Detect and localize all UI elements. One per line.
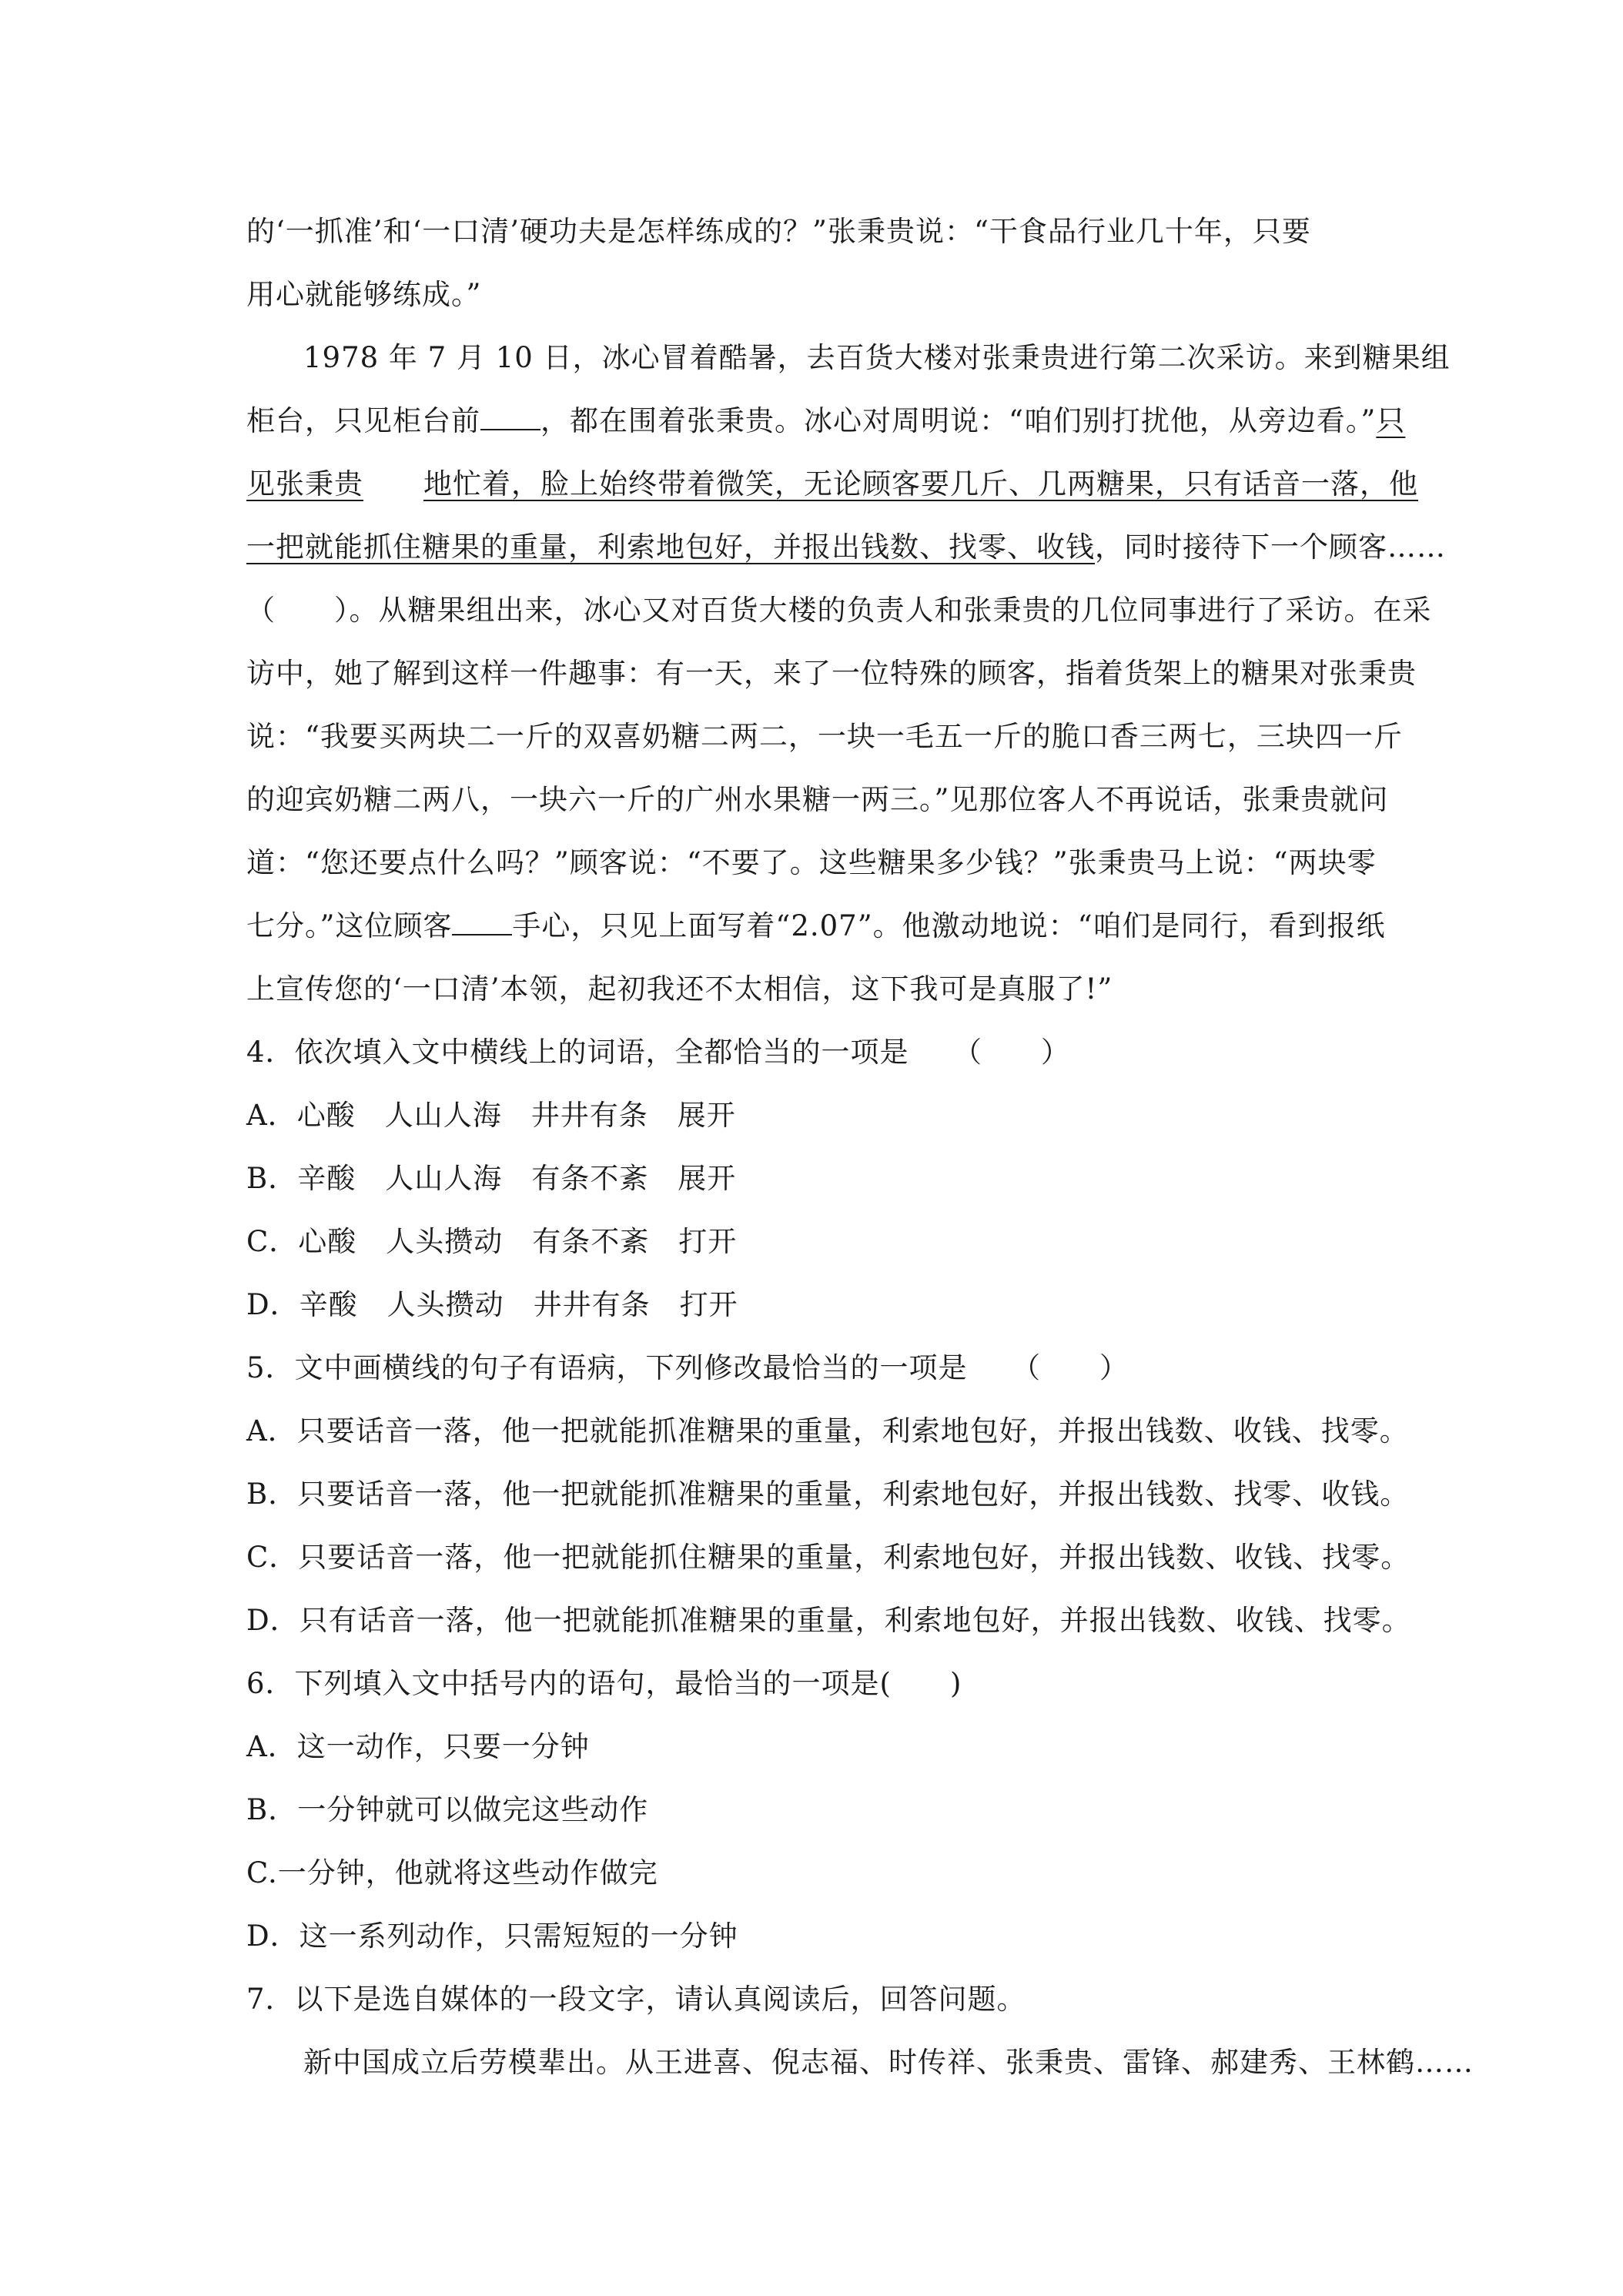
option-5d: D．只有话音一落，他一把就能抓准糖果的重量，利索地包好，并报出钱数、收钱、找零。 [246, 1604, 1411, 1637]
option-6d: D．这一系列动作，只需短短的一分钟 [246, 1919, 738, 1953]
passage-text: 手心，只见上面写着“2.07”。他激动地说：“咱们是同行，看到报纸 [512, 909, 1386, 942]
passage-text: 地忙着，脸上始终带着微笑，无论顾客要几斤、几两糖果，只有话音一落，他 [423, 467, 1418, 500]
passage-line [246, 909, 1386, 942]
passage-text: 见张秉贵 [246, 467, 363, 500]
passage-line: 用心就能够练成。” [246, 278, 482, 311]
option-4c: C．心酸 人头攒动 有条不紊 打开 [246, 1225, 738, 1258]
question-7-passage: 新中国成立后劳模辈出。从王进喜、倪志福、时传祥、张秉贵、雷锋、郝建秀、王林鹤…… [303, 2046, 1474, 2079]
option-6b: B．一分钟就可以做完这些动作 [246, 1793, 649, 1826]
option-6a: A．这一动作，只要一分钟 [246, 1730, 590, 1763]
passage-line [246, 530, 1446, 564]
option-4d: D．辛酸 人头攒动 井井有条 打开 [246, 1288, 738, 1321]
option-5a: A．只要话音一落，他一把就能抓准糖果的重量，利索地包好，并报出钱数、收钱、找零。 [246, 1414, 1409, 1448]
passage-line [246, 404, 1406, 437]
passage-line-underlined [246, 467, 1418, 500]
passage-line: 说：“我要买两块二一斤的双喜奶糖二两二，一块一毛五一斤的脆口香三两七，三块四一斤 [246, 720, 1403, 753]
passage-text: ，同时接待下一个顾客…… [1095, 530, 1446, 564]
fill-blank-1 [480, 428, 540, 430]
option-4a: A．心酸 人山人海 井井有条 展开 [246, 1099, 736, 1132]
passage-line: 访中，她了解到这样一件趣事：有一天，来了一位特殊的顾客，指着货架上的糖果对张秉贵 [246, 657, 1417, 690]
passage-text: 柜台，只见柜台前 [246, 404, 480, 437]
fill-blank-2 [363, 470, 423, 498]
option-5c: C．只要话音一落，他一把就能抓住糖果的重量，利索地包好，并报出钱数、收钱、找零。 [246, 1541, 1411, 1574]
passage-text: 七分。”这位顾客 [246, 909, 453, 942]
option-6c: C.一分钟，他就将这些动作做完 [246, 1856, 658, 1889]
passage-line: 1978 年 7 月 10 日，冰心冒着酷暑，去百货大楼对张秉贵进行第二次采访。来到糖果组 [303, 341, 1451, 374]
option-5b: B．只要话音一落，他一把就能抓准糖果的重量，利索地包好，并报出钱数、找零、收钱。 [246, 1478, 1410, 1511]
passage-text: ，都在围着张秉贵。冰心对周明说：“咱们别打扰他，从旁边看。” [540, 404, 1377, 437]
passage-line: 道：“您还要点什么吗？”顾客说：“不要了。这些糖果多少钱？”张秉贵马上说：“两块零 [246, 846, 1377, 879]
question-5: 5．文中画横线的句子有语病，下列修改最恰当的一项是 （ ） [246, 1351, 1129, 1384]
underlined-sentence: 一把就能抓住糖果的重量，利索地包好，并报出钱数、找零、收钱 [246, 530, 1095, 564]
fill-blank-4 [452, 933, 512, 935]
passage-line: 的迎宾奶糖二两八，一块六一斤的广州水果糖一两三。”见那位客人不再说话，张秉贵就问 [246, 783, 1389, 816]
passage-line: 的‘一抓准’和‘一口清’硬功夫是怎样练成的？”张秉贵说：“干食品行业几十年，只要 [246, 215, 1311, 248]
passage-line: 上宣传您的‘一口清’本领，起初我还不太相信，这下我可是真服了!” [246, 972, 1113, 1006]
option-4b: B．辛酸 人山人海 有条不紊 展开 [246, 1162, 737, 1195]
passage-line: （ ）。从糖果组出来，冰心又对百货大楼的负责人和张秉贵的几位同事进行了采访。在采 [246, 594, 1432, 627]
question-4: 4．依次填入文中横线上的词语，全都恰当的一项是 （ ） [246, 1036, 1071, 1069]
underlined-sentence: 只 [1376, 404, 1406, 437]
question-6: 6．下列填入文中括号内的语句，最恰当的一项是( ) [246, 1667, 962, 1700]
question-7: 7．以下是选自媒体的一段文字，请认真阅读后，回答问题。 [246, 1983, 1026, 2016]
